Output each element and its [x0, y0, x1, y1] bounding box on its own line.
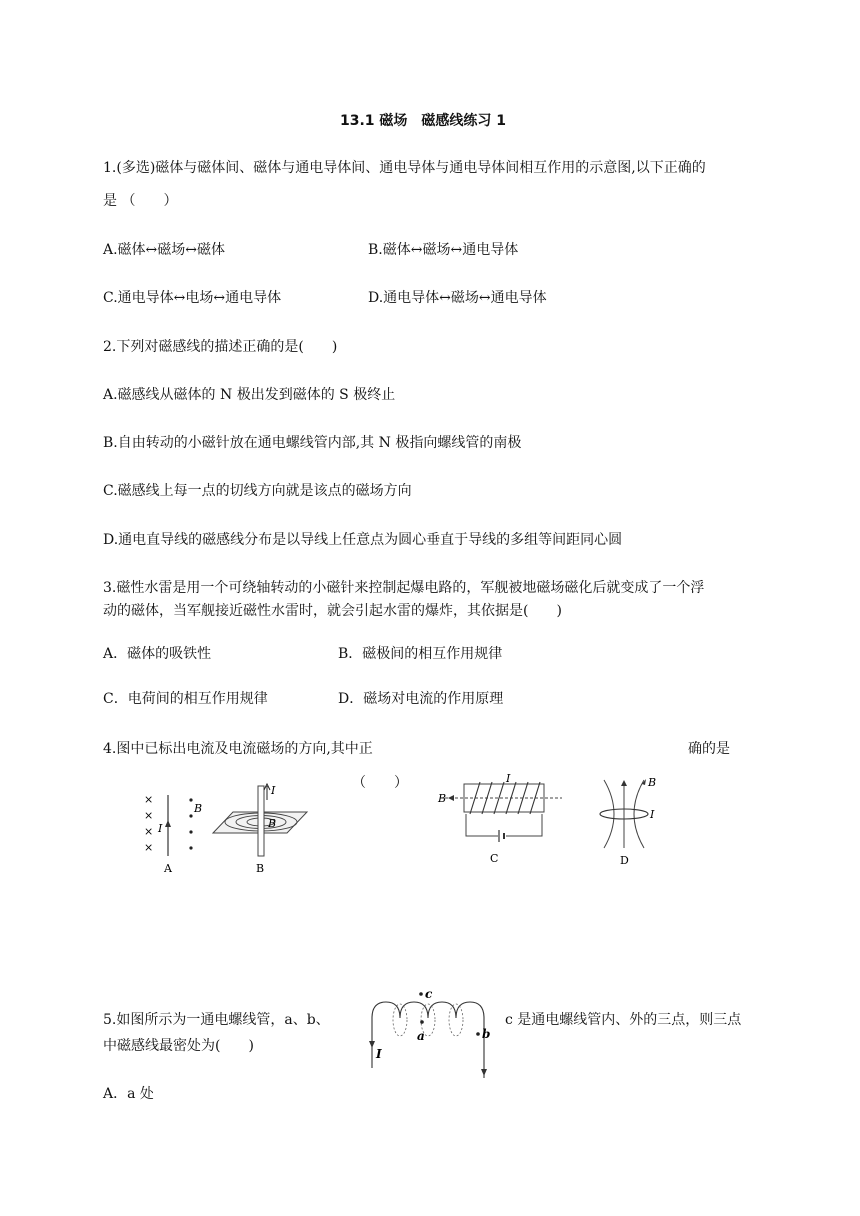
- q4-figure-b: [205, 778, 315, 878]
- current-label: I: [650, 808, 655, 821]
- figure-label: C: [490, 852, 499, 865]
- cross-mark: ×: [144, 825, 154, 838]
- current-arrow: [369, 1041, 375, 1048]
- circuit-wire: [466, 814, 498, 836]
- dot-mark: [189, 846, 192, 849]
- field-label: B: [194, 802, 203, 815]
- q2-option-b: B.自由转动的小磁针放在通电螺线管内部,其 N 极指向螺线管的南极: [103, 435, 522, 451]
- figure-label: D: [620, 854, 629, 867]
- point-a-label: a: [417, 1029, 425, 1043]
- q3-option-c: C．电荷间的相互作用规律: [103, 691, 268, 707]
- q1-option-b: B.磁体↔磁场↔通电导体: [368, 242, 519, 258]
- q4-answer-paren: （ ）: [352, 775, 408, 791]
- coil-loop: [449, 1004, 463, 1036]
- field-line: [604, 780, 614, 848]
- q1-option-a: A.磁体↔磁场↔磁体: [103, 242, 226, 258]
- circuit-wire: [506, 814, 542, 836]
- cross-mark: ×: [144, 809, 154, 822]
- q1-stem-line1: 1.(多选)磁体与磁体间、磁体与通电导体间、通电导体与通电导体间相互作用的示意图,以下正确的: [103, 160, 706, 176]
- current-label: I: [376, 1047, 382, 1061]
- q5-solenoid-figure: [362, 988, 502, 1088]
- current-label: I: [158, 822, 163, 835]
- q3-option-b: B．磁极间的相互作用规律: [338, 646, 503, 662]
- current-label: I: [271, 784, 276, 797]
- q2-option-a: A.磁感线从磁体的 N 极出发到磁体的 S 极终止: [103, 387, 396, 403]
- point-b: [476, 1032, 480, 1036]
- q3-stem-line2: 动的磁体，当军舰接近磁性水雷时，就会引起水雷的爆炸，其依据是( ): [103, 603, 562, 619]
- point-c-label: c: [425, 987, 433, 1001]
- q3-option-a: A．磁体的吸铁性: [103, 646, 212, 662]
- q4-stem-right: 确的是: [688, 741, 730, 757]
- field-arrow: [621, 780, 627, 786]
- coil-windings: [372, 1002, 484, 1078]
- figure-label: A: [164, 862, 172, 875]
- q4-figure-d: [590, 774, 670, 874]
- dot-mark: [189, 830, 192, 833]
- q5-stem-line2: 中磁感线最密处为( ): [103, 1038, 254, 1054]
- cross-mark: ×: [144, 793, 154, 806]
- q4-stem-left: 4.图中已标出电流及电流磁场的方向,其中正: [103, 741, 373, 757]
- current-label: I: [506, 772, 511, 785]
- current-arrow: [165, 820, 171, 827]
- current-arrow: [264, 784, 270, 800]
- page-title: 13.1 磁场 磁感线练习 1: [340, 113, 507, 129]
- point-c: [419, 992, 423, 996]
- field-label: B: [438, 792, 447, 805]
- q2-option-d: D.通电直导线的磁感线分布是以导线上任意点为圆心垂直于导线的多组等间距同心圆: [103, 532, 623, 548]
- q1-stem-line2: 是 （ ）: [103, 193, 178, 209]
- q5-stem-left: 5.如图所示为一通电螺线管，a、b、: [103, 1012, 330, 1028]
- coil-loop: [393, 1004, 407, 1036]
- q5-stem-right: c 是通电螺线管内、外的三点，则三点: [505, 1012, 742, 1028]
- field-line: [634, 780, 644, 848]
- dot-mark: [189, 814, 192, 817]
- q5-option-a: A．a 处: [103, 1086, 154, 1102]
- q3-stem-line1: 3.磁性水雷是用一个可绕轴转动的小磁针来控制起爆电路的，军舰被地磁场磁化后就变成了一个浮: [103, 580, 705, 596]
- q1-option-c: C.通电导体↔电场↔通电导体: [103, 290, 282, 306]
- straight-wire: [258, 786, 264, 856]
- q3-option-d: D．磁场对电流的作用原理: [338, 691, 504, 707]
- point-a: [420, 1020, 424, 1024]
- field-arrow: [448, 795, 454, 801]
- point-b-label: b: [482, 1027, 491, 1041]
- current-arrow: [481, 1069, 487, 1076]
- q1-option-d: D.通电导体↔磁场↔通电导体: [368, 290, 547, 306]
- field-label: B: [268, 817, 277, 830]
- q4-figure-c: [436, 774, 566, 874]
- figure-label: B: [256, 862, 265, 875]
- field-label: B: [648, 776, 657, 789]
- q2-stem: 2.下列对磁感线的描述正确的是( ): [103, 339, 338, 355]
- cross-mark: ×: [144, 841, 154, 854]
- dot-mark: [189, 798, 192, 801]
- q2-option-c: C.磁感线上每一点的切线方向就是该点的磁场方向: [103, 483, 412, 499]
